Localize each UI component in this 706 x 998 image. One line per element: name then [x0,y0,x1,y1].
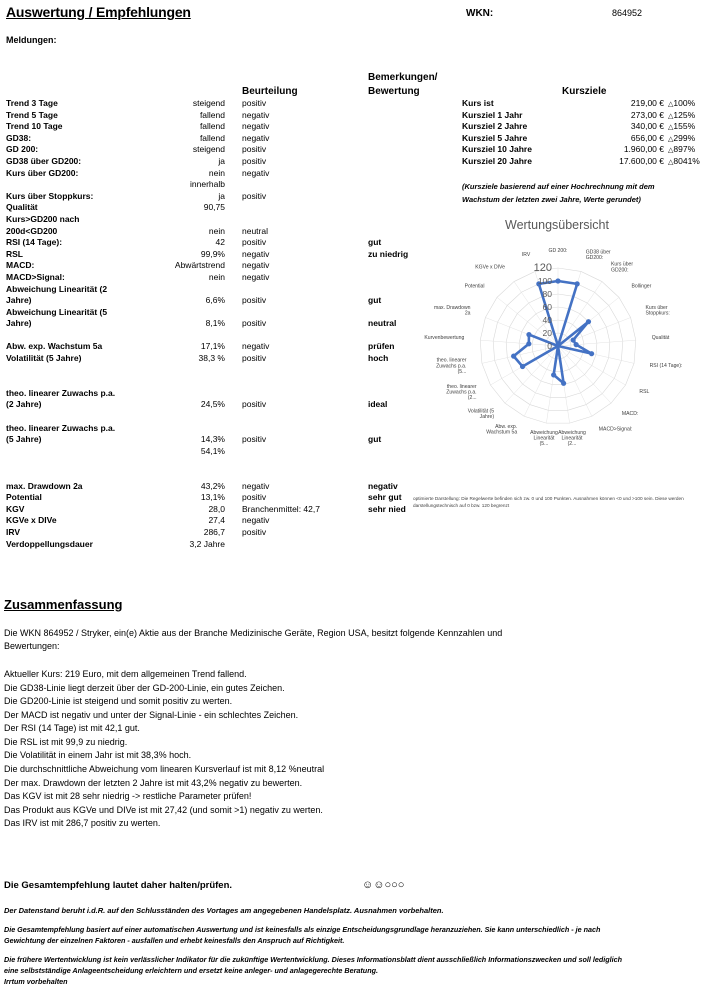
table-row [0,110,400,122]
rating-dot-empty-icon: ○ [397,879,405,891]
metric-label: Kurs über Stoppkurs: [6,190,94,201]
metric-judgement: negativ [242,480,270,491]
radar-data-point [526,332,531,337]
metric-remark: prüfen [368,341,395,352]
radar-series-line [514,281,592,383]
table-row [0,272,400,284]
disclaimer-wertentwicklung [4,955,699,987]
metric-judgement: negativ [242,248,270,259]
metric-label: Abweichung Linearität (5 [6,306,108,317]
metric-value: nein [208,225,225,236]
radar-data-point [574,342,579,347]
radar-axis-label: Volatilität (5 Jahre) [467,408,495,420]
metric-label: GD 200: [6,144,39,155]
wertungsuebersicht-chart [408,218,706,518]
metric-judgement: positiv [242,353,267,364]
metric-judgement: positiv [242,98,267,108]
triangle-icon: △ [668,147,674,155]
metric-remark: sehr gut [368,492,402,503]
kursziel-percent-text: 155% [673,121,696,132]
metric-value: 43,2% [200,480,225,491]
kursziel-value: 273,00 € [630,109,664,120]
metric-value: nein [208,271,225,282]
kursziel-label: Kursziel 2 Jahre [462,121,528,132]
radar-axis-label: Kurvenbewertung [424,335,465,341]
metric-judgement: positiv [242,144,267,155]
metric-judgement: negativ [242,341,270,352]
meldungen-label: Meldungen: [6,35,57,45]
radar-axis-label: IRV [521,252,531,259]
metric-value: 286,7 [203,526,225,537]
triangle-icon: △ [668,135,674,143]
metric-label: (5 Jahre) [6,434,42,445]
table-row [0,399,400,411]
metric-judgement: positiv [242,434,267,445]
metric-judgement: negativ [242,515,270,526]
metric-label: Jahre) [6,318,32,329]
radar-axis-label: Abweichung Linearität (5... [530,429,558,447]
kursziel-label: Kursziel 20 Jahre [462,155,532,166]
table-row [0,388,400,400]
summary-line: Die RSL ist mit 99,9 zu niedrig. [4,736,128,747]
metric-value: 27,4 [208,515,225,526]
radar-tick-label: 40 [542,315,552,325]
metric-label: Trend 5 Tage [6,109,58,120]
table-row [0,423,400,435]
table-row [0,156,400,168]
kursziel-percent [668,110,695,120]
metric-judgement: negativ [242,271,270,282]
metric-judgement: positiv [242,399,267,410]
table-row [0,133,400,145]
metric-remark: zu niedrig [368,248,409,259]
radar-axis-label: GD 200: [548,248,568,254]
radar-axis-label: RSI (14 Tage): [649,362,683,369]
table-row [0,307,400,319]
rating-indicator [362,880,404,891]
metric-judgement: positiv [242,526,267,537]
summary-line: Das KGV ist mit 28 sehr niedrig -> restliche Parameter prüfen! [4,791,252,802]
table-row [0,168,400,180]
radar-data-point [571,337,576,342]
triangle-icon: △ [668,158,674,166]
radar-data-point [511,354,516,359]
metric-value: 3,2 Jahre [189,538,225,549]
metric-judgement: positiv [242,318,267,329]
metric-label: MACD>Signal: [6,271,65,282]
metric-judgement: negativ [242,109,270,120]
summary-line: Das Produkt aus KGVe und DIVe ist mit 27,42 (und somit >1) negativ zu werten. [4,804,323,815]
table-row [0,260,400,272]
kursziel-value: 219,00 € [630,98,664,108]
metric-label: Trend 10 Tage [6,121,63,132]
summary-line: Die GD38-Linie liegt derzeit über der GD-200-Linie, ein gutes Zeichen. [4,682,285,693]
metric-label: IRV [6,526,21,537]
metric-value: 14,3% [200,434,225,445]
page-title: Auswertung / Empfehlungen [6,4,191,20]
radar-data-point [520,364,525,369]
table-row [0,539,400,551]
metric-label: Trend 3 Tage [6,98,58,108]
radar-spoke [558,318,631,347]
metric-value: 90,75 [203,202,225,213]
chart-footnote-line2: >100 sein. Diese werden darstellungstechnisch auf 0 bzw. 120 begrenzt [413,496,684,508]
metric-value: fallend [199,109,225,120]
metric-label: 200d<GD200 [6,225,58,236]
table-row [0,179,400,191]
metric-remark: hoch [368,353,389,364]
radar-data-point [551,372,556,377]
table-row [0,330,400,342]
radar-axis-label: Bollinger [631,283,652,290]
kursziel-percent-text: 100% [673,98,696,108]
chart-title: Wertungsübersicht [505,218,609,232]
chart-footnote-line1: optimierte Darstellung: Die Regelwerte befinden sich zw. 0 und 100 Punkten. Ausnahmen können <0 und [413,496,631,501]
metric-value: 6,6% [205,295,225,306]
table-row [0,411,400,423]
metric-label: Abw. exp. Wachstum 5a [6,341,103,352]
metric-value: fallend [199,132,225,143]
metric-label: Potential [6,492,42,503]
metric-value: fallend [199,121,225,132]
radar-axis-label: GD38 über GD200: [585,249,611,262]
metric-value: 54,1% [200,445,225,456]
kursziel-percent [668,133,695,143]
table-row [0,515,400,527]
metric-label: KGV [6,503,25,514]
metric-value: 99,9% [200,248,225,259]
kursziel-percent-text: 897% [673,144,696,155]
table-row [0,98,400,110]
metric-value: Abwärtstrend [174,260,225,271]
metric-value: ja [218,190,225,201]
kursziele-table [456,98,706,168]
radar-axis-label: Potential [464,283,485,290]
table-row [0,492,400,504]
radar-axis-label: MACD: [621,410,639,417]
table-row [0,144,400,156]
radar-tick-label: 100 [537,276,552,286]
radar-tick-label: 120 [533,262,552,274]
chart-footnote [413,496,703,510]
radar-axis-label: Qualität [651,335,670,341]
metric-label: Qualität [6,202,38,213]
kursziel-percent [668,156,700,166]
radar-data-point [561,381,566,386]
metric-value: innerhalb [190,179,225,190]
disclaimer2-line1: Die Gesamtempfehlung basiert auf einer automatischen Auswertung und ist keinesfalls als einzige Entscheidungsgrundlage heranzuziehen. Sie kann unterschiedlich - je nach [4,925,601,934]
kursziel-percent [668,144,695,154]
triangle-icon: △ [668,101,674,108]
kursziel-percent-text: 125% [673,109,696,120]
gesamtempfehlung-text: Die Gesamtempfehlung lautet daher halten/prüfen. [4,880,233,891]
metric-remark: ideal [368,399,388,410]
triangle-icon: △ [668,112,674,120]
metric-judgement: positiv [242,190,267,201]
metric-label: KGVe x DIVe [6,515,57,526]
kursziel-percent-text: 8041% [673,155,700,166]
radar-axis-label: theo. linearer Zuwachs p.a. (2... [446,383,477,401]
triangle-icon: △ [668,124,674,132]
metric-remark: gut [368,295,382,306]
disclaimer-gesamtempfehlung [4,925,694,947]
table-row [0,226,400,238]
radar-axis-label: max. Drawdown 2a [433,305,471,317]
metric-value: 8,1% [205,318,225,329]
table-row [0,202,400,214]
metric-remark: sehr nied [368,503,406,514]
metrics-table [0,98,409,550]
radar-tick-label: 60 [542,302,552,312]
table-row [0,341,400,353]
table-row [0,295,400,307]
table-row [0,376,400,388]
kursziele-note-line1: (Kursziele basierend auf einer Hochrechnung mit dem [462,182,655,191]
metric-remark: gut [368,434,382,445]
metric-value: ja [218,155,225,166]
column-header-bemerkungen-line1: Bemerkungen/ [368,72,438,83]
metric-judgement: positiv [242,237,267,248]
metric-judgement: positiv [242,492,267,503]
zusammenfassung-title: Zusammenfassung [4,597,123,612]
metric-label: Kurs über GD200: [6,167,79,178]
table-row [0,214,400,226]
kursziel-row [456,98,706,110]
metric-judgement: positiv [242,295,267,306]
rating-dot-filled-icon: ☺ [362,879,374,891]
metric-judgement: positiv [242,155,267,166]
radar-data-point [555,278,560,283]
metric-label: (2 Jahre) [6,399,42,410]
metric-judgement: negativ [242,260,270,271]
kursziel-value: 656,00 € [630,132,664,143]
table-row [0,434,400,446]
rating-dot-filled-icon: ☺ [373,879,385,891]
wkn-value: 864952 [612,8,643,18]
metric-label: GD38 über GD200: [6,155,82,166]
kursziel-percent [668,98,695,108]
table-row [0,527,400,539]
disclaimer-datenstand: Der Datenstand beruht i.d.R. auf den Schlusständen des Vortages am angegebenen Handelsplatz. Ausnahmen vorbehalten. [4,906,444,915]
wkn-label: WKN: [466,8,494,19]
kursziel-row [456,156,706,168]
rating-dot-empty-icon: ○ [391,879,398,891]
metric-label: Jahre) [6,295,32,306]
radar-axis-label: MACD>Signal: [598,426,633,433]
metric-remark: neutral [368,318,397,329]
radar-data-point [526,341,531,346]
zusammenfassung-lines [4,668,684,831]
kursziel-label: Kurs ist [462,98,494,108]
summary-line: Die durchschnittliche Abweichung vom linearen Kursverlauf ist mit 8,12 %neutral [4,764,325,775]
disclaimer3-line3: Irrtum vorbehalten [4,976,68,986]
radar-axis-label: RSL [639,389,650,395]
radar-data-point [586,319,591,324]
table-row [0,481,400,493]
metric-judgement: neutral [242,225,268,236]
metric-value: steigend [192,98,225,108]
metric-label: max. Drawdown 2a [6,480,83,491]
metric-label: Kurs>GD200 nach [6,213,80,224]
kursziel-value: 340,00 € [630,121,664,132]
zusammenfassung-intro [4,627,684,653]
metric-label: MACD: [6,260,35,271]
zusammenfassung-intro-line2: Bewertungen: [4,641,60,652]
disclaimer3-line2: eine selbstständige Anlageentscheidung erleichtern und ersetzt keine anleger- und anlagegerechte Beratung. [4,965,378,975]
table-row [0,365,400,377]
metric-value: 13,1% [200,492,225,503]
table-row [0,446,400,458]
table-row [0,318,400,330]
radar-axis-label: Kurs über Stoppkurs: [645,305,670,317]
column-header-kursziele: Kursziele [562,86,607,97]
kursziel-label: Kursziel 5 Jahre [462,132,528,143]
metric-label: Volatilität (5 Jahre) [6,353,82,364]
metric-judgement: negativ [242,132,270,143]
metric-remark: gut [368,237,382,248]
radar-axis-label: Kurs über GD200: [611,261,634,274]
summary-line: Der MACD ist negativ und unter der Signal-Linie - ein schlechtes Zeichen. [4,709,299,720]
table-row [0,121,400,133]
metric-judgement: negativ [242,121,270,132]
kursziel-row [456,133,706,145]
radar-tick-label: 80 [542,289,552,299]
summary-line: Die Volatilität in einem Jahr ist mit 38,3% hoch. [4,750,192,761]
metric-label: theo. linearer Zuwachs p.a. [6,422,116,433]
table-row [0,469,400,481]
table-row [0,503,406,516]
table-row [0,191,400,203]
metric-judgement: negativ [242,167,270,178]
radar-data-point [589,351,594,356]
radar-axis-label: KGVe x DIVe [475,264,505,271]
kursziel-row [456,121,706,133]
metric-judgement: Branchenmittel: 42,7 [242,503,320,514]
rating-dot-empty-icon: ○ [384,879,392,891]
summary-line: Aktueller Kurs: 219 Euro, mit dem allgemeinen Trend fallend. [4,669,247,679]
disclaimer2-line2: Gewichtung der einzelnen Faktoren - ausfallen und erhebt keinesfalls den Anspruch auf Richtigkeit. [4,935,345,945]
radar-tick-label: 0 [547,341,552,351]
kursziele-note-line2: Wachstum der letzten zwei Jahre, Werte gerundet) [462,195,641,204]
metric-value: nein [208,167,225,178]
zusammenfassung-intro-line1: Die WKN 864952 / Stryker, ein(e) Aktie aus der Branche Medizinische Geräte, Region USA, besitzt folgende Kennzahlen und [4,628,503,638]
metric-value: 28,0 [208,503,225,514]
metric-label: RSL [6,248,23,259]
table-row [0,284,400,296]
metric-remark: negativ [368,480,398,491]
radar-tick-label: 20 [542,328,552,338]
kursziel-label: Kursziel 1 Jahr [462,109,523,120]
metric-label: Abweichung Linearität (2 [6,283,108,294]
radar-axis-label: Abw. exp. Wachstum 5a [486,424,518,436]
metric-label: RSI (14 Tage): [6,237,63,248]
column-header-beurteilung: Beurteilung [242,86,298,97]
kursziel-value: 1.960,00 € [623,144,664,155]
metric-label: theo. linearer Zuwachs p.a. [6,387,116,398]
metric-value: 24,5% [200,399,225,410]
disclaimer3-line1: Die frühere Wertentwicklung ist kein verlässlicher Indikator für die zukünftige Wertentwicklung. Dieses Informationsblatt dient ausschließlich Informationszwecken und soll lediglich [4,955,622,964]
table-row [0,457,400,469]
metric-value: 17,1% [200,341,225,352]
kursziel-percent [668,121,695,131]
column-header-bemerkungen-line2: Bewertung [368,86,420,97]
radar-data-point [575,281,580,286]
kursziel-percent-text: 299% [673,132,696,143]
metric-value: 38,3 % [198,353,225,364]
radar-svg [408,242,706,498]
kursziel-value: 17.600,00 € [619,155,664,166]
summary-line: Das IRV ist mit 286,7 positiv zu werten. [4,818,161,829]
metric-label: GD38: [6,132,32,143]
table-row [0,248,409,261]
summary-line: Der RSI (14 Tage) ist mit 42,1 gut. [4,723,140,734]
radar-axis-label: theo. linearer Zuwachs p.a. (5... [436,357,467,375]
kursziel-row [456,144,706,156]
table-row [0,237,400,249]
kursziel-label: Kursziel 10 Jahre [462,144,532,155]
summary-line: Der max. Drawdown der letzten 2 Jahre ist mit 43,2% negativ zu bewerten. [4,777,303,788]
radar-spoke [558,346,611,403]
metric-value: 42 [215,237,225,248]
radar-axis-label: Abweichung Linearität (2... [558,429,586,447]
metric-value: steigend [192,144,225,155]
table-row [0,353,400,365]
kursziel-row [456,110,706,122]
metric-label: Verdoppellungsdauer [6,538,93,549]
summary-line: Die GD200-Linie ist steigend und somit positiv zu werten. [4,696,233,707]
